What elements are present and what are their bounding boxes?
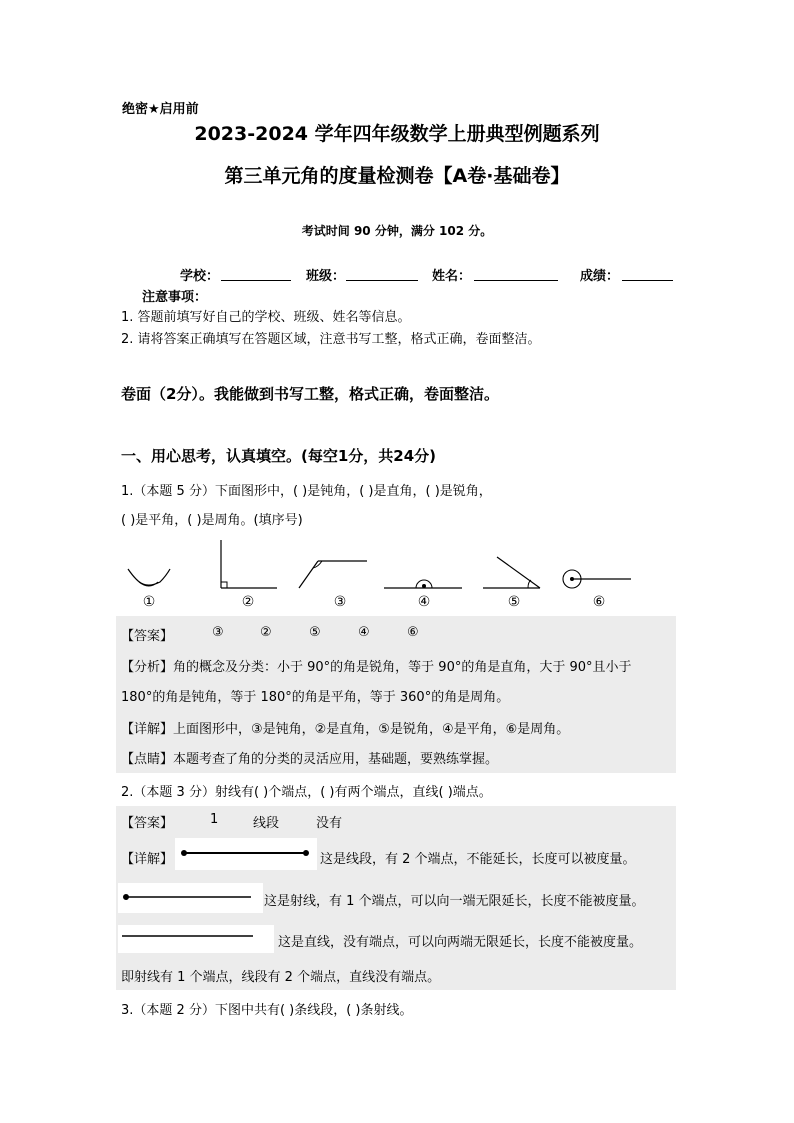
name-label: 姓名： <box>432 269 472 284</box>
figure-label: ④ <box>417 594 431 610</box>
paper-title: 2023-2024 学年四年级数学上册典型例题系列 <box>194 123 600 145</box>
figure-label: ② <box>241 594 255 610</box>
answer-label: 【答案】 <box>121 629 174 644</box>
answer-label: 【答案】 <box>121 816 174 831</box>
exam-time-note: 考试时间 90 分钟，满分 102 分。 <box>301 224 493 238</box>
answer-value: 没有 <box>316 816 343 831</box>
analysis-line: 180°的角是钝角，等于 180°的角是平角，等于 360°的角是周角。 <box>121 690 510 705</box>
answer-value: ③ <box>212 625 224 640</box>
ray-description: 这是射线，有 1 个端点，可以向一端无限延长，长度不能被度量。 <box>264 894 645 909</box>
answer-value: ⑥ <box>407 625 419 640</box>
question-1-line2: ( )是平角，( )是周角。(填序号) <box>121 513 303 528</box>
segment-figure <box>181 850 309 856</box>
question-3-line: 3.（本题 2 分）下图中共有( )条线段，( )条射线。 <box>121 1003 413 1018</box>
ray-figure <box>123 894 251 900</box>
question-2-line: 2.（本题 3 分）射线有( )个端点，( )有两个端点，直线( )端点。 <box>121 785 492 800</box>
answer-value: 1 <box>210 812 219 827</box>
answer-value: ② <box>260 625 272 640</box>
confidential-mark: 绝密★启用前 <box>122 102 199 117</box>
handwriting-statement: 卷面（2分）。我能做到书写工整，格式正确，卷面整洁。 <box>121 385 499 403</box>
summary-line: 即射线有 1 个端点，线段有 2 个端点，直线没有端点。 <box>121 970 441 985</box>
paper-subtitle: 第三单元角的度量检测卷【A卷·基础卷】 <box>224 165 570 187</box>
school-label: 学校： <box>180 269 220 284</box>
answer-value: 线段 <box>253 816 280 831</box>
score-label: 成绩： <box>580 269 620 284</box>
segment-description: 这是线段，有 2 个端点，不能延长，长度可以被度量。 <box>320 852 636 867</box>
class-label: 班级： <box>306 269 346 284</box>
section-title: 一、用心思考，认真填空。(每空1分，共24分) <box>121 447 437 465</box>
figure-label: ⑥ <box>592 594 606 610</box>
notice-item: 1. 答题前填写好自己的学校、班级、姓名等信息。 <box>121 310 411 325</box>
tip-line: 【点睛】本题考查了角的分类的灵活应用，基础题，要熟练掌握。 <box>121 752 499 767</box>
notice-title: 注意事项： <box>142 290 208 305</box>
figure-label: ⑤ <box>507 594 521 610</box>
figure-label: ③ <box>333 594 347 610</box>
detail-line: 【详解】上面图形中，③是钝角，②是直角，⑤是锐角，④是平角，⑥是周角。 <box>121 722 570 737</box>
line-description: 这是直线，没有端点，可以向两端无限延长，长度不能被度量。 <box>278 935 643 950</box>
answer-value: ④ <box>358 625 370 640</box>
detail-label: 【详解】 <box>121 852 174 867</box>
analysis-line: 【分析】角的概念及分类：小于 90°的角是锐角，等于 90°的角是直角，大于 90°且小于 <box>121 660 632 675</box>
notice-item: 2. 请将答案正确填写在答题区域，注意书写工整，格式正确，卷面整洁。 <box>121 332 541 347</box>
answer-value: ⑤ <box>309 625 321 640</box>
question-1-line1: 1.（本题 5 分）下面图形中，( )是钝角，( )是直角，( )是锐角， <box>121 484 492 499</box>
figure-label: ① <box>142 594 156 610</box>
